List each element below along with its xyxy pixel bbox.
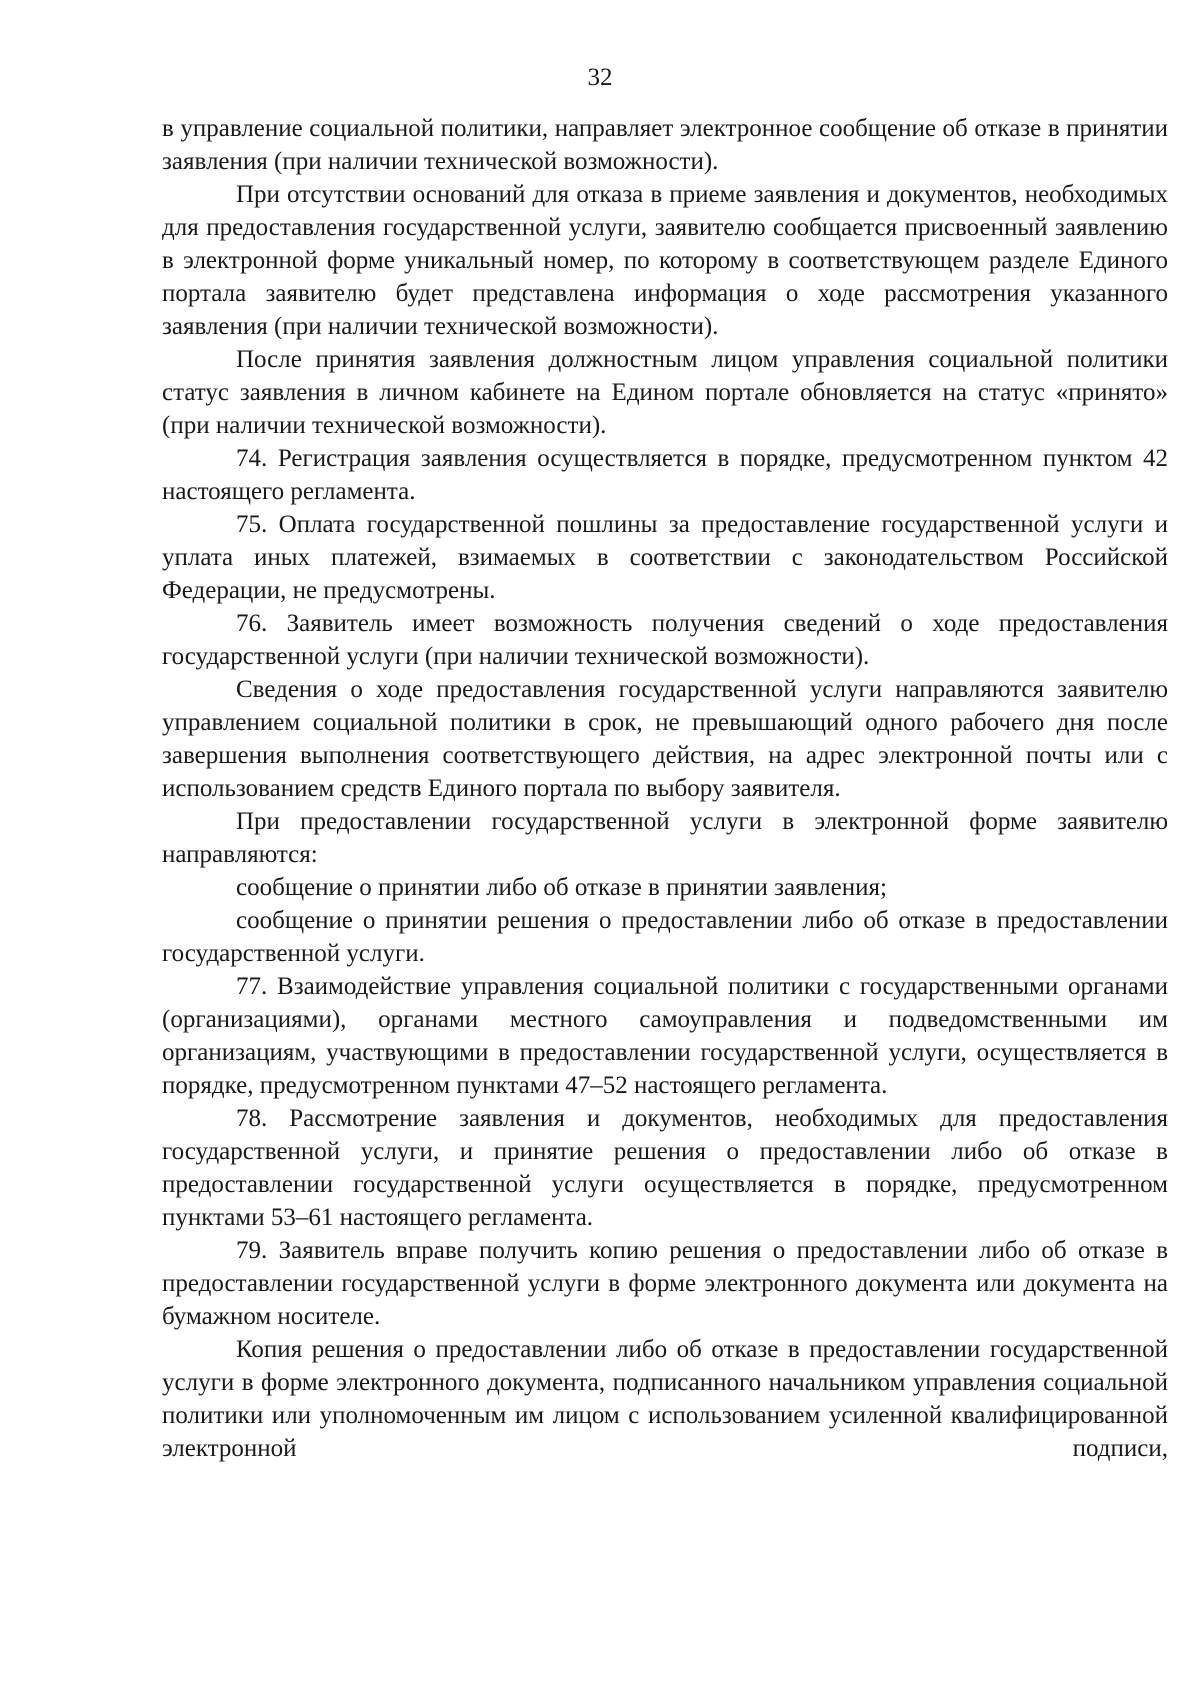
- paragraph-76: 76. Заявитель имеет возможность получения сведений о ходе предоставления государственной услуги (при наличии технической возможности).: [162, 610, 1168, 670]
- paragraph-76-sent: При предоставлении государственной услуги в электронной форме заявителю направляются:: [162, 808, 1168, 868]
- paragraph-79-copy: Копия решения о предоставлении либо об отказе в предоставлении государственной услуги в форме электронного документа, подписанного начальником управления социальной политики или уполномоченным им лицом с использованием усиленной квалифицированной электронной подписи,: [162, 1336, 1168, 1462]
- paragraph-76-info: Сведения о ходе предоставления государственной услуги направляются заявителю управлением социальной политики в срок, не превышающий одного рабочего дня после завершения выполнения соответствующего действия, на адрес электронной почты или с использованием средств Единого портала по выбору заявителя.: [162, 676, 1168, 802]
- paragraph-78: 78. Рассмотрение заявления и документов, необходимых для предоставления государственной услуги, и принятие решения о предоставлении либо об отказе в предоставлении государственной услуги осуществляется в порядке, предусмотренном пунктами 53–61 настоящего регламента.: [162, 1105, 1168, 1231]
- paragraph-76-item-1: сообщение о принятии либо об отказе в принятии заявления;: [236, 874, 887, 901]
- paragraph-74: 74. Регистрация заявления осуществляется в порядке, предусмотренном пунктом 42 настоящего регламента.: [162, 445, 1168, 505]
- page-number: 32: [587, 64, 613, 91]
- paragraph-75: 75. Оплата государственной пошлины за предоставление государственной услуги и уплата иных платежей, взимаемых в соответствии с законодательством Российской Федерации, не предусмотрены.: [162, 511, 1168, 604]
- paragraph-3: После принятия заявления должностным лицом управления социальной политики статус заявления в личном кабинете на Едином портале обновляется на статус «принято» (при наличии технической возможности).: [162, 346, 1168, 439]
- paragraph-2: При отсутствии оснований для отказа в приеме заявления и документов, необходимых для предоставления государственной услуги, заявителю сообщается присвоенный заявлению в электронной форме уникальный номер, по которому в соответствующем разделе Единого портала заявителю будет представлена информация о ходе рассмотрения указанного заявления (при наличии технической возможности).: [162, 181, 1168, 340]
- paragraph-1: в управление социальной политики, направляет электронное сообщение об отказе в принятии заявления (при наличии технической возможности).: [162, 115, 1168, 175]
- document-body: [162, 112, 1168, 1465]
- paragraph-76-item-2: сообщение о принятии решения о предоставлении либо об отказе в предоставлении государственной услуги.: [162, 907, 1168, 967]
- paragraph-79: 79. Заявитель вправе получить копию решения о предоставлении либо об отказе в предоставлении государственной услуги в форме электронного документа или документа на бумажном носителе.: [162, 1237, 1168, 1330]
- paragraph-77: 77. Взаимодействие управления социальной политики с государственными органами (организациями), органами местного самоуправления и подведомственными им организациям, участвующими в предоставлении государственной услуги, осуществляется в порядке, предусмотренном пунктами 47–52 настоящего регламента.: [162, 973, 1168, 1099]
